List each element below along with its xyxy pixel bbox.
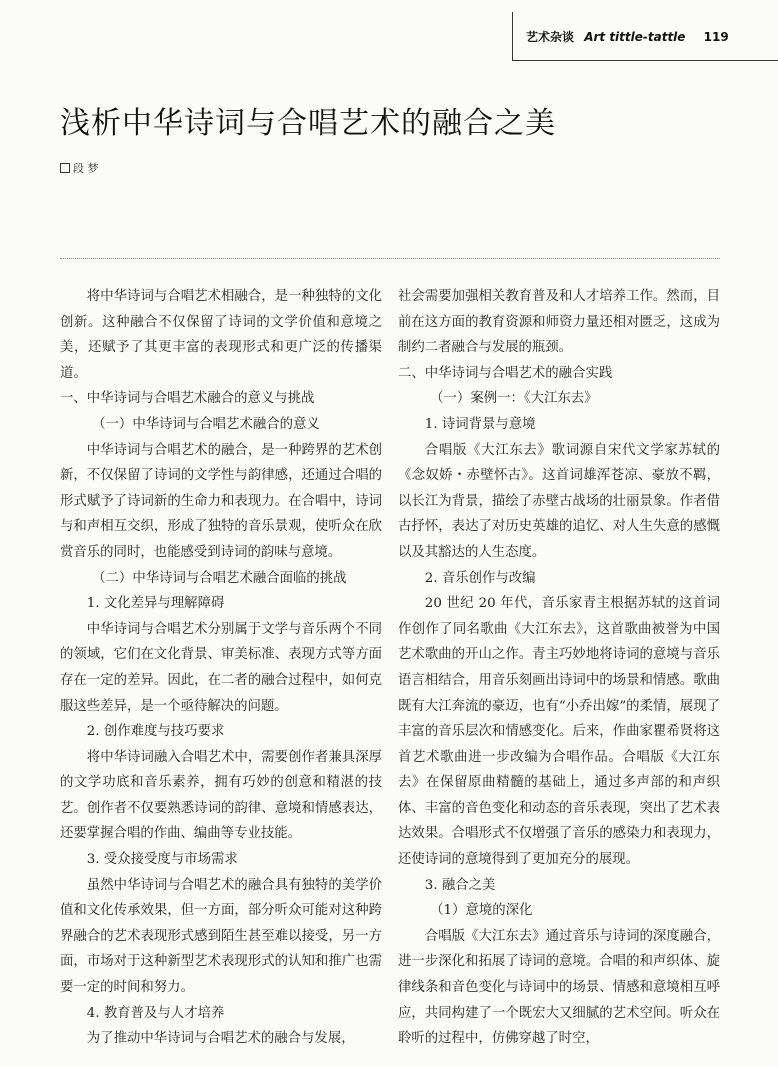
author-name: 段 梦 — [73, 162, 99, 175]
numbered-subheading: （1）意境的深化 — [430, 903, 533, 919]
section-name-en: Art tittle-tattle — [584, 30, 686, 44]
header-vertical-rule — [512, 12, 513, 60]
author-line — [60, 160, 99, 176]
paragraph: 合唱版《大江东去》通过音乐与诗词的深度融合，进一步深化和拓展了诗词的意境。合唱的和声织体、旋律线条和音色变化与诗词中的场景、情感和意境相互呼应，共同构建了一个既宏大又细腻的艺术空间。听众在聆听的过程中，仿佛穿越了时空， — [398, 928, 720, 1047]
paragraph: 将中华诗词融入合唱艺术中，需要创作者兼具深厚的文学功底和音乐素养，拥有巧妙的创意和精湛的技艺。创作者不仅要熟悉诗词的韵律、意境和情感表达，还要掌握合唱的作曲、编曲等专业技能。 — [60, 749, 382, 842]
article-title: 浅析中华诗词与合唱艺术的融合之美 — [60, 106, 556, 141]
numbered-heading: 2. 创作难度与技巧要求 — [86, 724, 225, 740]
section-heading: 一、中华诗词与合唱艺术融合的意义与挑战 — [60, 391, 315, 407]
numbered-heading: 4. 教育普及与人才培养 — [86, 1005, 225, 1021]
subsection-heading: （一）案例一：《大江东去》 — [430, 391, 598, 407]
right-column — [398, 284, 720, 1052]
paragraph: 为了推动中华诗词与合唱艺术的融合与发展， — [86, 1031, 355, 1047]
paragraph: 合唱版《大江东去》歌词源自宋代文学家苏轼的《念奴娇・赤壁怀古》。这首词雄浑苍凉、豪放不羁，以长江为背景，描绘了赤壁古战场的壮丽景象。作者借古抒怀，表达了对历史英雄的追忆、对人生失意的感慨以及其豁达的人生态度。 — [398, 442, 720, 560]
paragraph: 虽然中华诗词与合唱艺术的融合具有独特的美学价值和文化传承效果，但一方面，部分听众可能对这种跨界融合的艺术表现形式感到陌生甚至难以接受，另一方面，市场对于这种新型艺术表现形式的认知和推广也需要一定的时间和努力。 — [60, 877, 382, 996]
paragraph: 将中华诗词与合唱艺术相融合，是一种独特的文化创新。这种融合不仅保留了诗词的文学价值和意境之美，还赋予了其更丰富的表现形式和更广泛的传播渠道。 — [60, 289, 382, 381]
numbered-heading: 3. 受众接受度与市场需求 — [86, 852, 238, 868]
numbered-heading: 1. 诗词背景与意境 — [424, 416, 536, 432]
numbered-heading: 2. 音乐创作与改编 — [424, 570, 536, 586]
left-column — [60, 284, 382, 1052]
section-heading: 二、中华诗词与合唱艺术的融合实践 — [398, 365, 613, 381]
numbered-heading: 1. 文化差异与理解障碍 — [86, 596, 225, 612]
author-box-icon — [60, 163, 70, 173]
paragraph: 中华诗词与合唱艺术分别属于文学与音乐两个不同的领域，它们在文化背景、审美标准、表现方式等方面存在一定的差异。因此，在二者的融合过程中，如何克服这些差异，是一个亟待解决的问题。 — [60, 621, 382, 714]
subsection-heading: （一）中华诗词与合唱艺术融合的意义 — [92, 416, 320, 432]
paragraph: 20 世纪 20 年代，音乐家青主根据苏轼的这首词作创作了同名歌曲《大江东去》，这首歌曲被誉为中国艺术歌曲的开山之作。青主巧妙地将诗词的意境与音乐语言相结合，用音乐刻画出诗词中的场景和情感。歌曲既有大江奔流的豪迈，也有“小乔出嫁”的柔情，展现了丰富的音乐层次和情感变化。后来，作曲家瞿希贤将这首艺术歌曲进一步改编为合唱作品。合唱版《大江东去》在保留原曲精髓的基础上，通过多声部的和声织体、丰富的音色变化和动态的音乐表现，突出了艺术表达效果。合唱形式不仅增强了音乐的感染力和表现力，还使诗词的意境得到了更加充分的展现。 — [398, 596, 720, 868]
dotted-divider — [60, 258, 720, 259]
page-number: 119 — [703, 30, 729, 44]
header-horizontal-rule — [512, 60, 778, 61]
subsection-heading: （二）中华诗词与合唱艺术融合面临的挑战 — [92, 570, 347, 586]
paragraph: 中华诗词与合唱艺术的融合，是一种跨界的艺术创新，不仅保留了诗词的文学性与韵律感，还通过合唱的形式赋予了诗词新的生命力和表现力。在合唱中，诗词与和声相互交织，形成了独特的音乐景观，使听众在欣赏音乐的同时，也能感受到诗词的韵味与意境。 — [60, 442, 382, 560]
numbered-heading: 3. 融合之美 — [424, 877, 496, 893]
paragraph-continued: 社会需要加强相关教育普及和人才培养工作。然而，目前在这方面的教育资源和师资力量还相对匮乏，这成为制约二者融合与发展的瓶颈。 — [398, 289, 720, 356]
running-head — [526, 28, 729, 45]
section-name-cn: 艺术杂谈 — [526, 30, 575, 44]
